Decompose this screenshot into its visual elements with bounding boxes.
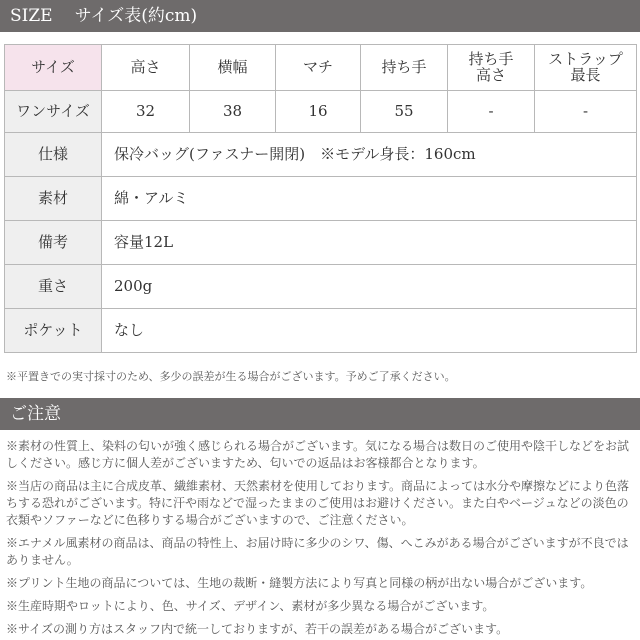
note-item: ※サイズの測り方はスタッフ内で統一しておりますが、若干の誤差がある場合がございます。 xyxy=(6,622,509,636)
spec-row xyxy=(5,177,637,221)
spec-label-weight: 重さ xyxy=(5,265,102,309)
size-header-row xyxy=(5,45,637,91)
notes-section-header xyxy=(0,398,640,430)
col-handle: 持ち手 xyxy=(361,45,448,91)
measurement-footnote: ※平置きでの実寸採寸のため、多少の誤差が生る場合がございます。予めご了承ください。 xyxy=(6,370,456,383)
note-item: ※エナメル風素材の商品は、商品の特性上、お届け時に多少のシワ、傷、へこみがある場合がございますが不良ではありません。 xyxy=(6,536,629,567)
spec-value-pocket: なし xyxy=(102,309,637,353)
value-width: 38 xyxy=(190,91,276,133)
spec-value-weight: 200g xyxy=(102,265,637,309)
value-handle: 55 xyxy=(361,91,448,133)
value-height: 32 xyxy=(102,91,190,133)
notes-list xyxy=(6,438,634,640)
col-handle-height: 持ち手 高さ xyxy=(448,45,535,91)
spec-value-remarks: 容量12L xyxy=(102,221,637,265)
value-strap-max: - xyxy=(535,91,637,133)
col-height: 高さ xyxy=(102,45,190,91)
size-label: SIZE xyxy=(10,6,53,26)
col-strap-max: ストラップ 最長 xyxy=(535,45,637,91)
spec-row xyxy=(5,133,637,177)
spec-value-specification: 保冷バッグ(ファスナー開閉) ※モデル身長：160cm xyxy=(102,133,637,177)
note-item: ※素材の性質上、染料の匂いが強く感じられる場合がございます。気になる場合は数日のご使用や陰干しなどをお試しください。感じ方に個人差がございますため、匂いでの返品はお客様都合となります。 xyxy=(6,439,630,470)
spec-label-pocket: ポケット xyxy=(5,309,102,353)
row-label-one-size: ワンサイズ xyxy=(5,91,102,133)
spec-label-material: 素材 xyxy=(5,177,102,221)
size-corner-cell: サイズ xyxy=(5,45,102,91)
value-handle-height: - xyxy=(448,91,535,133)
note-item: ※生産時期やロットにより、色、サイズ、デザイン、素材が多少異なる場合がございます。 xyxy=(6,599,495,613)
value-gusset: 16 xyxy=(276,91,361,133)
col-gusset: マチ xyxy=(276,45,361,91)
spec-row xyxy=(5,309,637,353)
note-item: ※プリント生地の商品については、生地の裁断・縫製方法により写真と同様の柄が出ない場合がございます。 xyxy=(6,576,593,590)
spec-row xyxy=(5,265,637,309)
spec-label-specification: 仕様 xyxy=(5,133,102,177)
notes-title: ご注意 xyxy=(10,404,61,424)
size-title: サイズ表(約cm) xyxy=(74,6,198,26)
size-value-row xyxy=(5,91,637,133)
note-item: ※当店の商品は主に合成皮革、繊維素材、天然素材を使用しております。商品によっては水分や摩擦などにより色落ちする恐れがございます。特に汗や雨などで湿ったままのご使用はお避けください。また白やベージュなどの淡色の衣類やソファーなどに色移りする場合がございますので、ご注意ください。 xyxy=(6,479,630,527)
spec-label-remarks: 備考 xyxy=(5,221,102,265)
col-width: 横幅 xyxy=(190,45,276,91)
spec-value-material: 綿・アルミ xyxy=(102,177,637,221)
size-spec-table xyxy=(4,44,637,353)
size-section-header xyxy=(0,0,640,32)
spec-row xyxy=(5,221,637,265)
